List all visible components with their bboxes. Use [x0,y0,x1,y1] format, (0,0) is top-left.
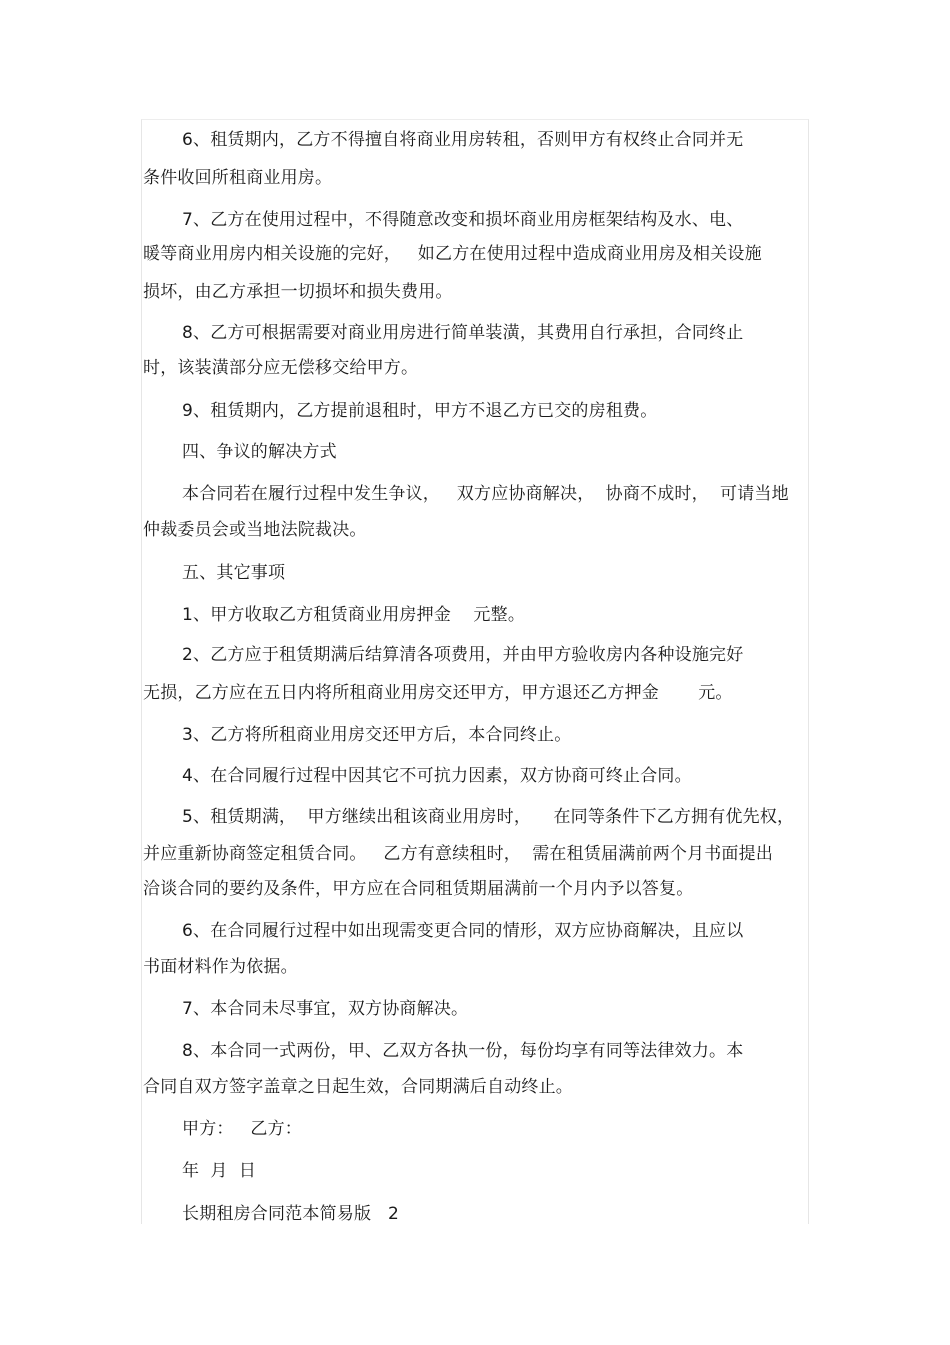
clause-6-line-1: 6、租赁期内，乙方不得擅自将商业用房转租，否则甲方有权终止合同并无 [182,130,744,150]
dispute-line-2: 仲裁委员会或当地法院裁决。 [143,520,367,540]
item-5-line-2: 并应重新协商签定租赁合同。 乙方有意续租时， 需在租赁届满前两个月书面提出 [143,844,774,864]
section-4-heading: 四、争议的解决方式 [182,442,337,462]
item-6-line-2: 书面材料作为依据。 [143,957,298,977]
item-5-line-3: 洽谈合同的要约及条件，甲方应在合同租赁期届满前一个月内予以答复。 [143,879,694,899]
signature-parties: 甲方： 乙方： [182,1119,303,1139]
item-1: 1、甲方收取乙方租赁商业用房押金 元整。 [182,605,526,625]
clause-9: 9、租赁期内，乙方提前退租时，甲方不退乙方已交的房租费。 [182,401,658,421]
item-6-line-1: 6、在合同履行过程中如出现需变更合同的情形，双方应协商解决，且应以 [182,921,744,941]
dispute-line-1: 本合同若在履行过程中发生争议， 双方应协商解决， 协商不成时， 可请当地 [182,484,789,504]
item-8-line-2: 合同自双方签字盖章之日起生效，合同期满后自动终止。 [143,1077,573,1097]
clause-7-line-3: 损坏，由乙方承担一切损坏和损失费用。 [143,282,453,302]
clause-8-line-2: 时，该装潢部分应无偿移交给甲方。 [143,358,419,378]
clause-7-line-2: 暖等商业用房内相关设施的完好， 如乙方在使用过程中造成商业用房及相关设施 [143,244,762,264]
clause-7-line-1: 7、乙方在使用过程中，不得随意改变和损坏商业用房框架结构及水、电、 [182,210,744,230]
item-4: 4、在合同履行过程中因其它不可抗力因素，双方协商可终止合同。 [182,766,692,786]
item-5-line-1: 5、租赁期满， 甲方继续出租该商业用房时， 在同等条件下乙方拥有优先权， [182,807,795,827]
section-5-heading: 五、其它事项 [182,563,286,583]
item-3: 3、乙方将所租商业用房交还甲方后，本合同终止。 [182,725,572,745]
item-8-line-1: 8、本合同一式两份，甲、乙双方各执一份，每份均享有同等法律效力。本 [182,1041,744,1061]
signature-date: 年 月 日 [182,1161,257,1181]
next-contract-title: 长期租房合同范本简易版 2 [182,1204,400,1224]
item-2-line-2: 无损，乙方应在五日内将所租商业用房交还甲方，甲方退还乙方押金 元。 [143,683,733,703]
clause-8-line-1: 8、乙方可根据需要对商业用房进行简单装潢，其费用自行承担，合同终止 [182,323,744,343]
item-7: 7、本合同未尽事宜，双方协商解决。 [182,999,469,1019]
clause-6-line-2: 条件收回所租商业用房。 [143,168,333,188]
item-2-line-1: 2、乙方应于租赁期满后结算清各项费用，并由甲方验收房内各种设施完好 [182,645,744,665]
